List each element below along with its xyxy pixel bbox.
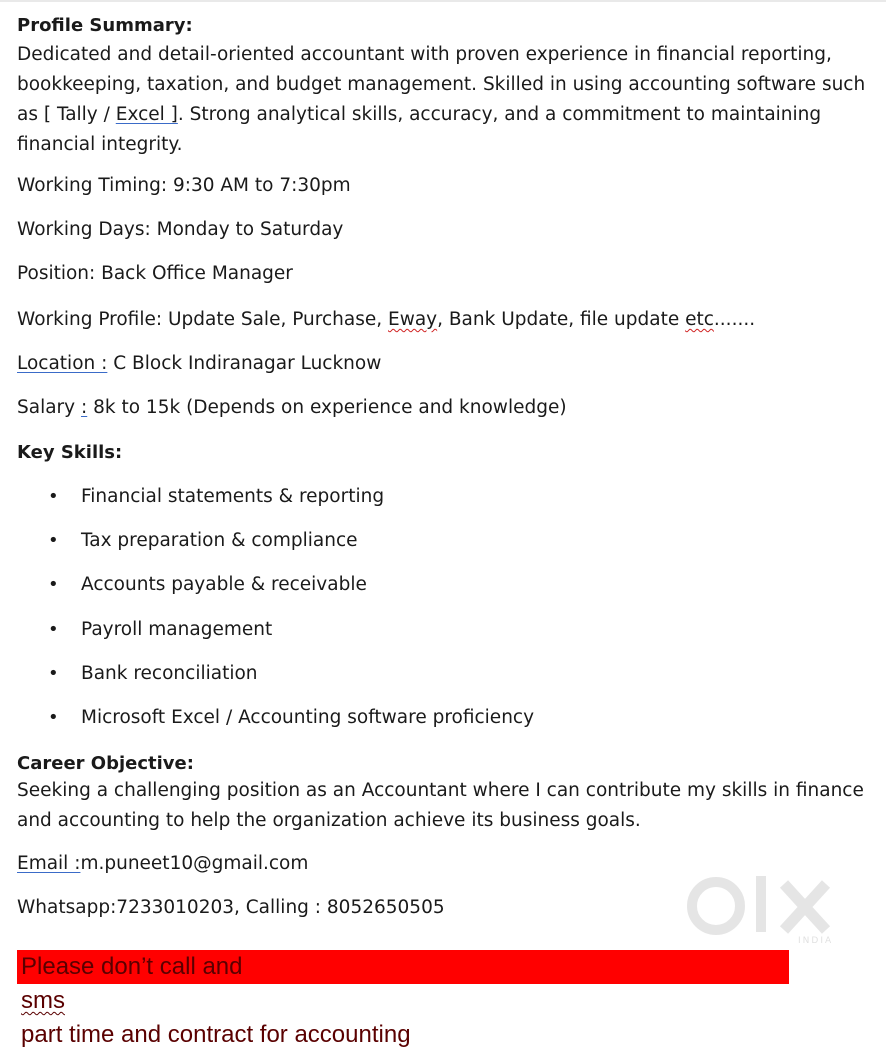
top-divider [0, 0, 886, 2]
email-value[interactable]: m.puneet10@gmail.com [80, 853, 309, 874]
location [17, 352, 867, 376]
profile-summary-heading: Profile Summary: [17, 15, 193, 36]
working-profile [17, 308, 867, 332]
skill-text: Accounts payable & receivable [81, 574, 367, 595]
profile-summary-line: Dedicated and detail-oriented accountant with proven experience in financial reporting, [17, 44, 832, 65]
career-objective-line: and accounting to help the organization achieve its business goals. [17, 810, 641, 831]
bullet-icon: • [48, 530, 59, 551]
location-value: C Block Indiranagar Lucknow [107, 353, 382, 374]
working-profile-text: Working Profile: Update Sale, Purchase, [17, 309, 388, 330]
email-label: Email : [17, 853, 81, 874]
salary-colon: : [81, 397, 88, 418]
document-body [17, 14, 867, 920]
bullet-icon: • [48, 486, 59, 507]
profile-summary-line: as [ Tally / [17, 104, 116, 125]
career-objective-text [17, 776, 867, 836]
profile-summary-text [17, 40, 867, 160]
notice-banner [17, 950, 789, 1048]
position: Position: Back Office Manager [17, 263, 293, 284]
salary-value: 8k to 15k (Depends on experience and knowledge) [87, 397, 567, 418]
phone-numbers: Whatsapp:7233010203, Calling : 8052650505 [17, 897, 445, 918]
spellcheck-word: sms [21, 987, 65, 1014]
notice-text: Please don’t call and sms part time and contract for accounting [17, 950, 789, 1052]
working-days: Working Days: Monday to Saturday [17, 219, 344, 240]
olx-watermark-logo [686, 866, 856, 956]
bullet-icon: • [48, 663, 59, 684]
salary-label: Salary [17, 397, 81, 418]
profile-summary-line: . Strong analytical skills, accuracy, and a commitment to maintaining [177, 104, 822, 125]
skill-text: Microsoft Excel / Accounting software proficiency [81, 707, 535, 728]
bullet-icon: • [48, 574, 59, 595]
working-timing: Working Timing: 9:30 AM to 7:30pm [17, 175, 351, 196]
list-item [17, 706, 867, 730]
career-objective-heading: Career Objective: [17, 753, 194, 774]
salary [17, 396, 867, 420]
skill-text: Tax preparation & compliance [81, 530, 358, 551]
key-skills-heading: Key Skills: [17, 442, 123, 463]
bullet-icon: • [48, 619, 59, 640]
skill-text: Bank reconciliation [81, 663, 258, 684]
profile-summary-line: financial integrity. [17, 134, 183, 155]
skill-text: Financial statements & reporting [81, 486, 385, 507]
profile-summary-line: bookkeeping, taxation, and budget management. Skilled in using accounting software such [17, 74, 866, 95]
career-objective-line: Seeking a challenging position as an Accountant where I can contribute my skills in finance [17, 780, 864, 801]
working-profile-text: , Bank Update, file update [437, 309, 686, 330]
list-item [17, 529, 867, 553]
watermark-sub-text: INDIA [798, 936, 834, 946]
spellcheck-word: Eway [388, 309, 438, 330]
skill-text: Payroll management [81, 619, 273, 640]
bullet-icon: • [48, 707, 59, 728]
list-item [17, 485, 867, 509]
olx-logo-icon [686, 866, 856, 946]
excel-underlined-text: Excel ] [115, 104, 178, 125]
list-item [17, 618, 867, 642]
key-skills-list [17, 485, 867, 730]
location-label: Location : [17, 353, 108, 374]
spellcheck-word: etc [685, 309, 714, 330]
list-item [17, 662, 867, 686]
list-item [17, 573, 867, 597]
working-profile-text: ....... [713, 309, 756, 330]
